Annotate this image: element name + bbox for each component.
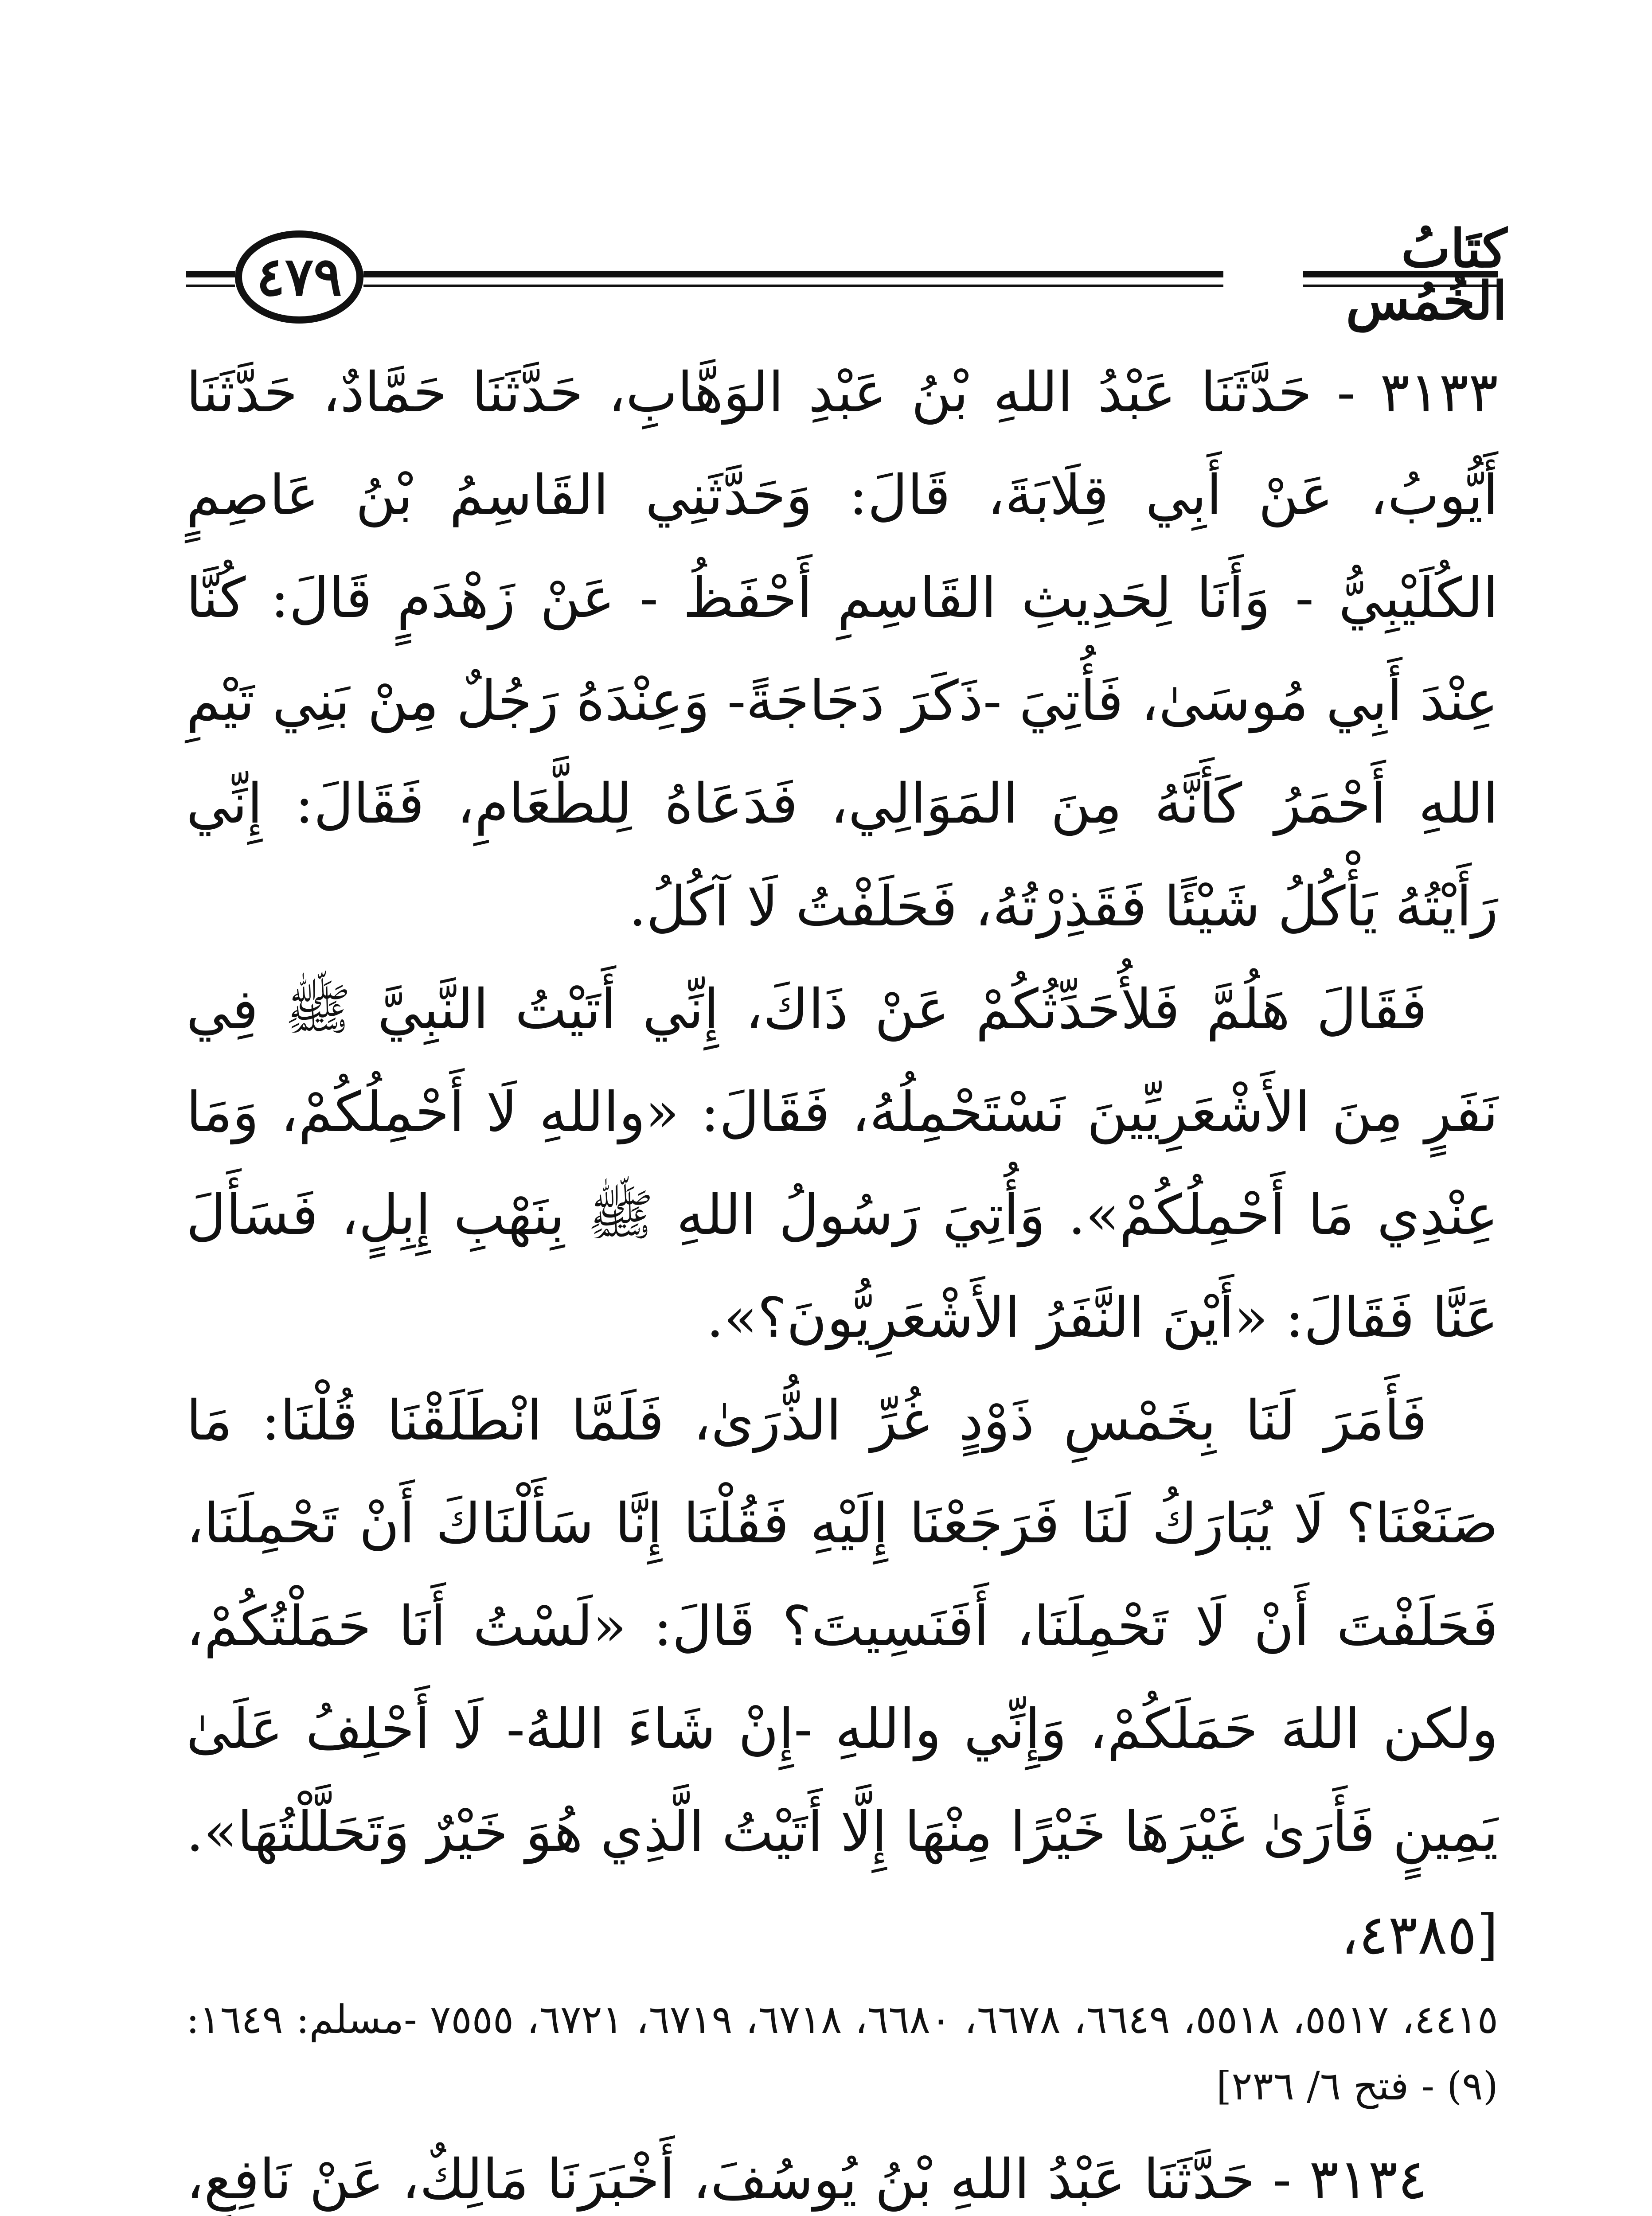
hadith-paragraph: ٣١٣٣ - حَدَّثَنَا عَبْدُ اللهِ بْنُ عَبْدِ الوَهَّابِ، حَدَّثَنَا حَمَّادٌ، حَدَّثَنَا أَيُّوبُ، عَنْ أَبِي قِلَابَةَ، قَالَ: وَحَدَّثَنِي القَاسِمُ بْنُ عَاصِمٍ الكُلَيْبِيُّ - وَأَنَا لِحَدِيثِ القَاسِمِ أَحْفَظُ - عَنْ زَهْدَمٍ قَالَ: كُنَّا عِنْدَ أَبِي مُوسَىٰ، فَأُتِيَ -ذَكَرَ دَجَاجَةً- وَعِنْدَهُ رَجُلٌ مِنْ بَنِي تَيْمِ اللهِ أَحْمَرُ كَأَنَّهُ مِنَ المَوَالِي، فَدَعَاهُ لِلطَّعَامِ، فَقَالَ: إِنِّي رَأَيْتُهُ يَأْكُلُ شَيْئًا فَقَذِرْتُهُ، فَحَلَفْتُ لَا آكُلُ.	[186, 361, 1498, 939]
hadith-paragraph: ٣١٣٤ - حَدَّثَنَا عَبْدُ اللهِ بْنُ يُوسُفَ، أَخْبَرَنَا مَالِكٌ، عَنْ نَافِعٍ،	[186, 2148, 1427, 2212]
header-rule-thin	[363, 285, 1223, 287]
hadith-paragraph: فَقَالَ هَلُمَّ فَلأُحَدِّثُكُمْ عَنْ ذَاكَ، إِنِّي أَتَيْتُ النَّبِيَّ ﷺ فِي نَفَرٍ مِنَ الأَشْعَرِيِّينَ نَسْتَحْمِلُهُ، فَقَالَ: «واللهِ لَا أَحْمِلُكُمْ، وَمَا عِنْدِي مَا أَحْمِلُكُمْ». وَأُتِيَ رَسُولُ اللهِ ﷺ بِنَهْبِ إِبِلٍ، فَسَأَلَ عَنَّا فَقَالَ: «أَيْنَ النَّفَرُ الأَشْعَرِيُّونَ؟».	[186, 978, 1498, 1350]
page-number-text: ٤٧٩	[256, 246, 342, 308]
hadith-3133	[186, 341, 1498, 2119]
hadith-paragraph: فَأَمَرَ لَنَا بِخَمْسِ ذَوْدٍ غُرِّ الذُّرَىٰ، فَلَمَّا انْطَلَقْنَا قُلْنَا: مَا صَنَعْنَا؟ لَا يُبَارَكُ لَنَا فَرَجَعْنَا إِلَيْهِ فَقُلْنَا إِنَّا سَأَلْنَاكَ أَنْ تَحْمِلَنَا، فَحَلَفْتَ أَنْ لَا تَحْمِلَنَا، أَفَنَسِيتَ؟ قَالَ: «لَسْتُ أَنَا حَمَلْتُكُمْ، ولكن اللهَ حَمَلَكُمْ، وَإِنِّي واللهِ -إِنْ شَاءَ اللهُ- لَا أَحْلِفُ عَلَىٰ يَمِينٍ فَأَرَىٰ غَيْرَهَا خَيْرًا مِنْهَا إِلَّا أَتَيْتُ الَّذِي هُوَ خَيْرٌ وَتَحَلَّلْتُهَا». [٤٣٨٥،	[186, 1389, 1498, 1967]
header-rule-thin	[186, 285, 235, 287]
chapter-title: كتَابُ الخُمُس	[1346, 218, 1507, 332]
page-body	[186, 341, 1498, 2216]
hadith-3134	[186, 2128, 1498, 2216]
page-number	[235, 230, 363, 324]
header-rule-thick	[363, 271, 1223, 277]
header-rule-thick	[186, 271, 235, 277]
hadith-reference: ٤٤١٥، ٥٥١٧، ٥٥١٨، ٦٦٤٩، ٦٦٧٨، ٦٦٨٠، ٦٧١٨، ٦٧١٩، ٦٧٢١، ٧٥٥٥ -مسلم: ١٦٤٩: (٩) - فتح ٦/ ٢٣٦]	[186, 1997, 1498, 2109]
page-header	[186, 218, 1507, 332]
